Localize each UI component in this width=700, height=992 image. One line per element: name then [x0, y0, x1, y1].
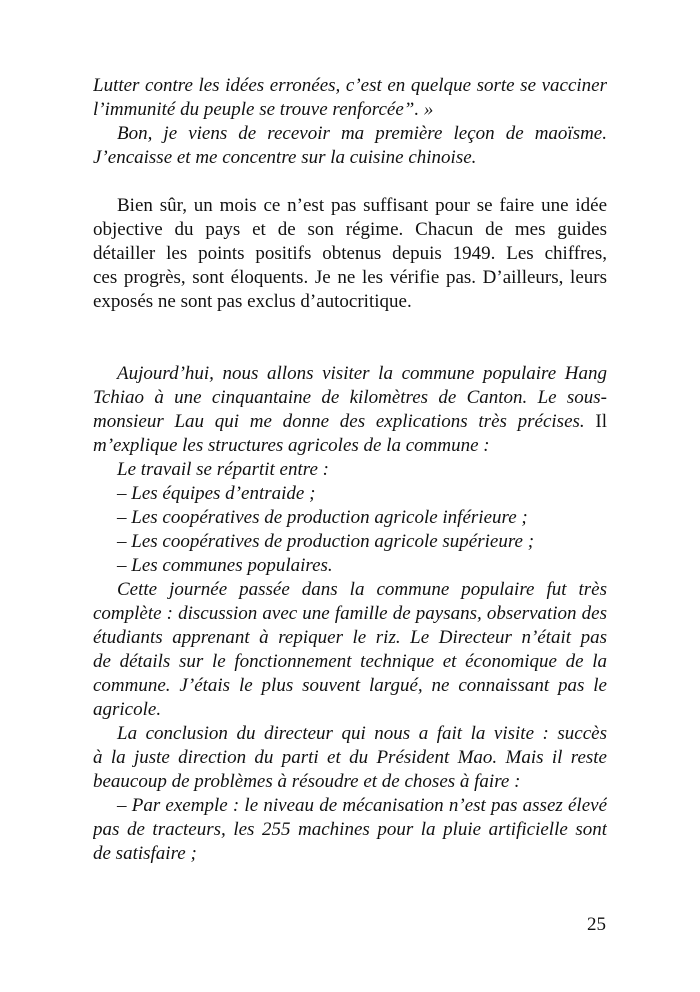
page-number: 25: [587, 914, 606, 935]
text-segment: Il: [595, 411, 607, 432]
page-body: [93, 74, 607, 866]
list-item: – Les équipes d’entraide ;: [117, 483, 316, 504]
text-line: Le travail se répartit entre :: [117, 459, 329, 480]
text-line: La conclusion du directeur qui nous a fait la visite : succès: [117, 723, 607, 744]
text-line: beaucoup de problèmes à résoudre et de choses à faire :: [93, 771, 521, 792]
list-item: – Les communes populaires.: [117, 555, 333, 576]
text-line: détailler les points positifs obtenus depuis 1949. Les chiffres,: [93, 243, 607, 264]
text-line: étudiants apprenant à repiquer le riz. Le Directeur n’était pas: [93, 627, 607, 648]
text-line: J’encaisse et me concentre sur la cuisine chinoise.: [93, 147, 477, 168]
list-item: – Les coopératives de production agricole supérieure ;: [117, 531, 535, 552]
text-line: Tchiao à une cinquantaine de kilomètres de Canton. Le sous-: [93, 387, 607, 408]
text-line: Bon, je viens de recevoir ma première leçon de maoïsme.: [117, 123, 607, 144]
list-item: – Les coopératives de production agricole inférieure ;: [117, 507, 528, 528]
blank-line: [93, 170, 607, 194]
text-segment: monsieur Lau qui me donne des explications très précises.: [93, 411, 585, 432]
text-line: pas de tracteurs, les 255 machines pour la pluie artificielle sont: [93, 819, 607, 840]
text-line: ces progrès, sont éloquents. Je ne les vérifie pas. D’ailleurs, leurs: [93, 267, 607, 288]
text-line: Aujourd’hui, nous allons visiter la commune populaire Hang: [117, 363, 607, 384]
text-line: de satisfaire ;: [93, 843, 197, 864]
text-line: Cette journée passée dans la commune populaire fut très: [117, 579, 607, 600]
text-line: Lutter contre les idées erronées, c’est en quelque sorte se vacciner: [93, 75, 607, 96]
text-line: m’explique les structures agricoles de la commune :: [93, 435, 490, 456]
text-line: à la juste direction du parti et du Président Mao. Mais il reste: [93, 747, 607, 768]
text-line-mixed: [93, 410, 607, 434]
text-line: Bien sûr, un mois ce n’est pas suffisant pour se faire une idée: [117, 195, 607, 216]
blank-line: [93, 314, 607, 338]
text-line: l’immunité du peuple se trouve renforcée”. »: [93, 99, 434, 120]
text-line: complète : discussion avec une famille de paysans, observation des: [93, 603, 607, 624]
text-line: de détails sur le fonctionnement technique et économique de la: [93, 651, 607, 672]
text-line: agricole.: [93, 699, 162, 720]
text-line: commune. J’étais le plus souvent largué, ne connaissant pas le: [93, 675, 607, 696]
text-line: objective du pays et de son régime. Chacun de mes guides: [93, 219, 607, 240]
text-line: – Par exemple : le niveau de mécanisation n’est pas assez élevé: [117, 795, 607, 816]
blank-line: [93, 338, 607, 362]
text-line: exposés ne sont pas exclus d’autocritique.: [93, 291, 412, 312]
